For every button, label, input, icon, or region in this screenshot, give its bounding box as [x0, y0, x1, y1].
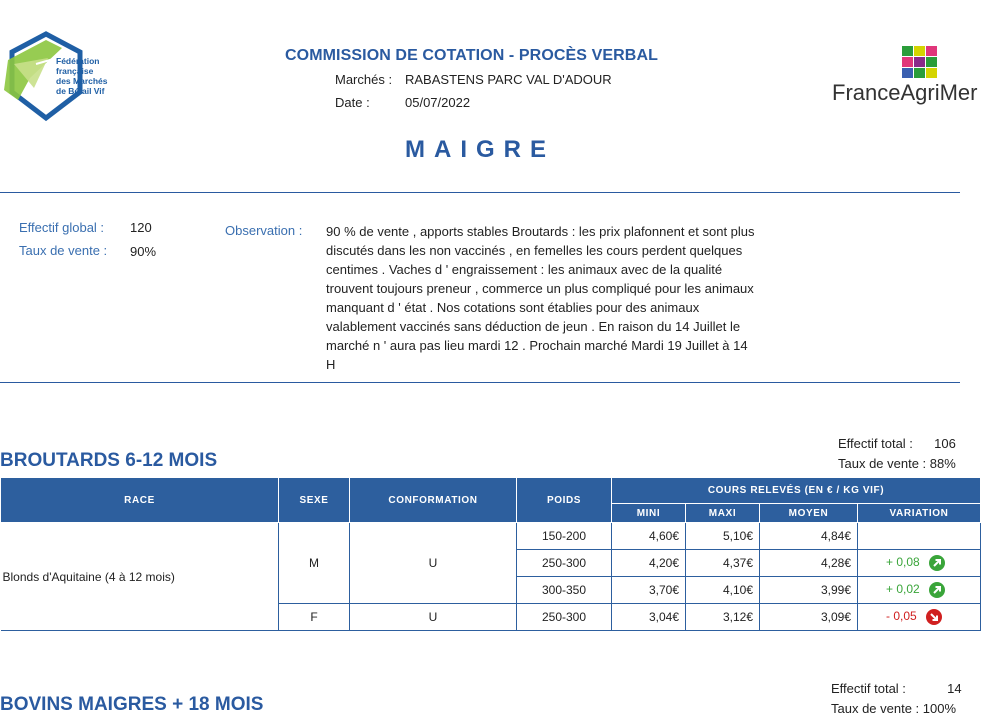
taux-vente-value: 90%: [130, 244, 157, 259]
mini-cell: 3,04€: [612, 604, 686, 631]
divider-middle: [0, 382, 960, 383]
moyen-cell: 4,28€: [760, 550, 858, 577]
variation-cell: [858, 523, 981, 550]
bovins-taux: [831, 701, 956, 716]
poids-cell: 250-300: [517, 604, 612, 631]
bovins-section-title: BOVINS MAIGRES + 18 MOIS: [0, 694, 264, 715]
header-mini: MINI: [612, 504, 686, 523]
broutards-taux-value: 88%: [929, 456, 956, 471]
arrow-up-icon: [929, 555, 945, 571]
race-cell: Blonds d'Aquitaine (4 à 12 mois): [1, 523, 279, 631]
franceagrimer-wordmark: FranceAgriMer: [832, 80, 978, 105]
header-maxi: MAXI: [686, 504, 760, 523]
maxi-cell: 3,12€: [686, 604, 760, 631]
broutards-table: [0, 477, 981, 631]
header-conformation: CONFORMATION: [350, 478, 517, 523]
table-row: [1, 523, 981, 550]
poids-cell: 150-200: [517, 523, 612, 550]
variation-value: - 0,05: [886, 609, 917, 624]
bovins-effectif-value: 14: [947, 681, 962, 696]
date-label: Date :: [335, 95, 370, 110]
mini-cell: 3,70€: [612, 577, 686, 604]
effectif-global-label: Effectif global :: [19, 220, 105, 235]
date-value: 05/07/2022: [405, 95, 471, 110]
variation-cell: [858, 604, 981, 631]
marches-label: Marchés :: [335, 72, 393, 87]
broutards-effectif-value: 106: [934, 436, 956, 451]
variation-value: + 0,02: [886, 582, 920, 597]
header-poids: POIDS: [517, 478, 612, 523]
header-moyen: MOYEN: [760, 504, 858, 523]
variation-value: + 0,08: [886, 555, 920, 570]
variation-cell: [858, 577, 981, 604]
broutards-taux: [838, 456, 956, 471]
moyen-cell: 3,09€: [760, 604, 858, 631]
bovins-taux-value: 100%: [922, 701, 957, 716]
document-title: COMMISSION DE COTATION - PROCÈS VERBAL: [285, 47, 658, 64]
conformation-cell: U: [350, 523, 517, 604]
marches-row: [335, 72, 612, 87]
poids-cell: 300-350: [517, 577, 612, 604]
maxi-cell: 4,37€: [686, 550, 760, 577]
header-cours-releves: COURS RELEVÉS (EN € / KG VIF): [612, 478, 981, 504]
franceagrimer-squares-icon: [898, 44, 946, 84]
bovins-effectif-label: Effectif total :: [831, 681, 906, 696]
observation-text: 90 % de vente , apports stables Broutards : les prix plafonnent et sont plus discutés dans les non vaccinés , en femelles les cours perdent quelques centimes . Vaches d ' engraissement : les animaux avec de la qualité trouvent toujours preneur , commerce un plus compliqué pour les animaux manquant d ' état . Nos cotations sont établies pour des animaux valablement vaccinés sans déduction de jeun . En raison du 14 Juillet le marché n ' aura pas lieu mardi 12 . Prochain marché Mardi 19 Juillet à 14 H: [326, 224, 755, 372]
bovins-taux-label: Taux de vente :: [831, 701, 920, 716]
arrow-up-icon: [929, 582, 945, 598]
bovins-effectif: [831, 681, 962, 696]
sexe-cell: M: [279, 523, 350, 604]
effectif-global-value: 120: [130, 220, 152, 235]
broutards-effectif: [838, 436, 956, 451]
broutards-section-title: BROUTARDS 6-12 MOIS: [0, 450, 218, 471]
maxi-cell: 5,10€: [686, 523, 760, 550]
mini-cell: 4,20€: [612, 550, 686, 577]
observation-label: Observation :: [225, 223, 303, 238]
divider-top: [0, 192, 960, 193]
section-name: MAIGRE: [405, 136, 555, 163]
header-variation: VARIATION: [858, 504, 981, 523]
marches-value: RABASTENS PARC VAL D'ADOUR: [405, 72, 612, 87]
date-row: [335, 95, 470, 110]
ffmbv-logo-text: Fédération française des Marchés de Bétail Vif: [56, 56, 108, 96]
poids-cell: 250-300: [517, 550, 612, 577]
mini-cell: 4,60€: [612, 523, 686, 550]
franceagrimer-logo: [832, 44, 978, 114]
header-race: RACE: [1, 478, 279, 523]
sexe-cell: F: [279, 604, 350, 631]
taux-vente-label: Taux de vente :: [19, 243, 108, 258]
moyen-cell: 4,84€: [760, 523, 858, 550]
conformation-cell: U: [350, 604, 517, 631]
variation-cell: [858, 550, 981, 577]
header-sexe: SEXE: [279, 478, 350, 523]
moyen-cell: 3,99€: [760, 577, 858, 604]
ffmbv-logo: [0, 30, 130, 126]
maxi-cell: 4,10€: [686, 577, 760, 604]
broutards-taux-label: Taux de vente :: [838, 456, 927, 471]
arrow-down-icon: [926, 609, 942, 625]
broutards-effectif-label: Effectif total :: [838, 436, 913, 451]
